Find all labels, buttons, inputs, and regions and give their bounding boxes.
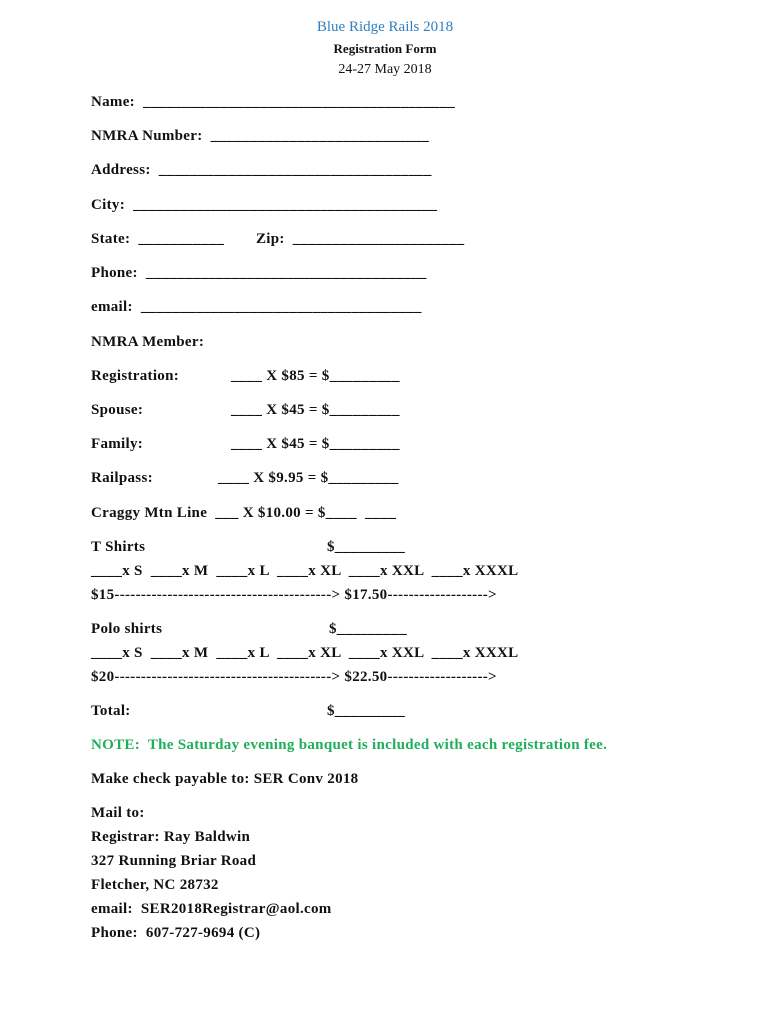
tshirts-label: T Shirts <box>91 539 146 555</box>
phone-field[interactable]: Phone: ____________________________________ <box>91 265 427 281</box>
tshirts-sizes[interactable]: ____x S ____x M ____x L ____x XL ____x XXL ____x XXXL <box>91 563 519 579</box>
form-subtitle: Registration Form <box>333 41 437 56</box>
registration-label: Registration: <box>91 368 180 384</box>
spouse-label: Spouse: <box>91 402 144 418</box>
polo-sizes[interactable]: ____x S ____x M ____x L ____x XL ____x XXL ____x XXXL <box>91 645 519 661</box>
state-field[interactable]: State: ___________ <box>91 231 225 247</box>
craggy-mtn-line-row[interactable]: Craggy Mtn Line ___ X $10.00 = $____ ____ <box>91 505 397 521</box>
total-label: Total: <box>91 703 131 719</box>
event-dates: 24-27 May 2018 <box>338 62 432 77</box>
zip-field[interactable]: Zip: ______________________ <box>256 231 465 247</box>
nmra-member-heading: NMRA Member: <box>91 334 205 350</box>
railpass-label: Railpass: <box>91 470 153 486</box>
payable-line: Make check payable to: SER Conv 2018 <box>91 771 359 787</box>
city-field[interactable]: City: _______________________________________ <box>91 197 438 213</box>
name-field[interactable]: Name: ________________________________________ <box>91 94 456 110</box>
registrar-name: Registrar: Ray Baldwin <box>91 829 251 845</box>
mail-heading: Mail to: <box>91 805 145 821</box>
mail-street: 327 Running Briar Road <box>91 853 257 869</box>
banquet-note: NOTE: The Saturday evening banquet is included with each registration fee. <box>91 737 608 753</box>
total-amount[interactable]: $_________ <box>327 703 405 719</box>
tshirts-amount[interactable]: $_________ <box>327 539 405 555</box>
registration-calc[interactable]: ____ X $85 = $_________ <box>231 368 400 384</box>
email-field[interactable]: email: ____________________________________ <box>91 299 422 315</box>
railpass-calc[interactable]: ____ X $9.95 = $_________ <box>218 470 399 486</box>
polo-label: Polo shirts <box>91 621 163 637</box>
form-title: Blue Ridge Rails 2018 <box>316 19 454 35</box>
family-calc[interactable]: ____ X $45 = $_________ <box>231 436 400 452</box>
contact-email[interactable]: email: SER2018Registrar@aol.com <box>91 901 332 917</box>
polo-prices: $20-----------------------------------------> $22.50-------------------> <box>91 669 497 685</box>
family-label: Family: <box>91 436 144 452</box>
contact-phone: Phone: 607-727-9694 (C) <box>91 925 261 941</box>
mail-city: Fletcher, NC 28732 <box>91 877 219 893</box>
polo-amount[interactable]: $_________ <box>329 621 407 637</box>
address-field[interactable]: Address: ___________________________________ <box>91 162 432 178</box>
spouse-calc[interactable]: ____ X $45 = $_________ <box>231 402 400 418</box>
nmra-number-field[interactable]: NMRA Number: ____________________________ <box>91 128 429 144</box>
tshirts-prices: $15-----------------------------------------> $17.50-------------------> <box>91 587 497 603</box>
